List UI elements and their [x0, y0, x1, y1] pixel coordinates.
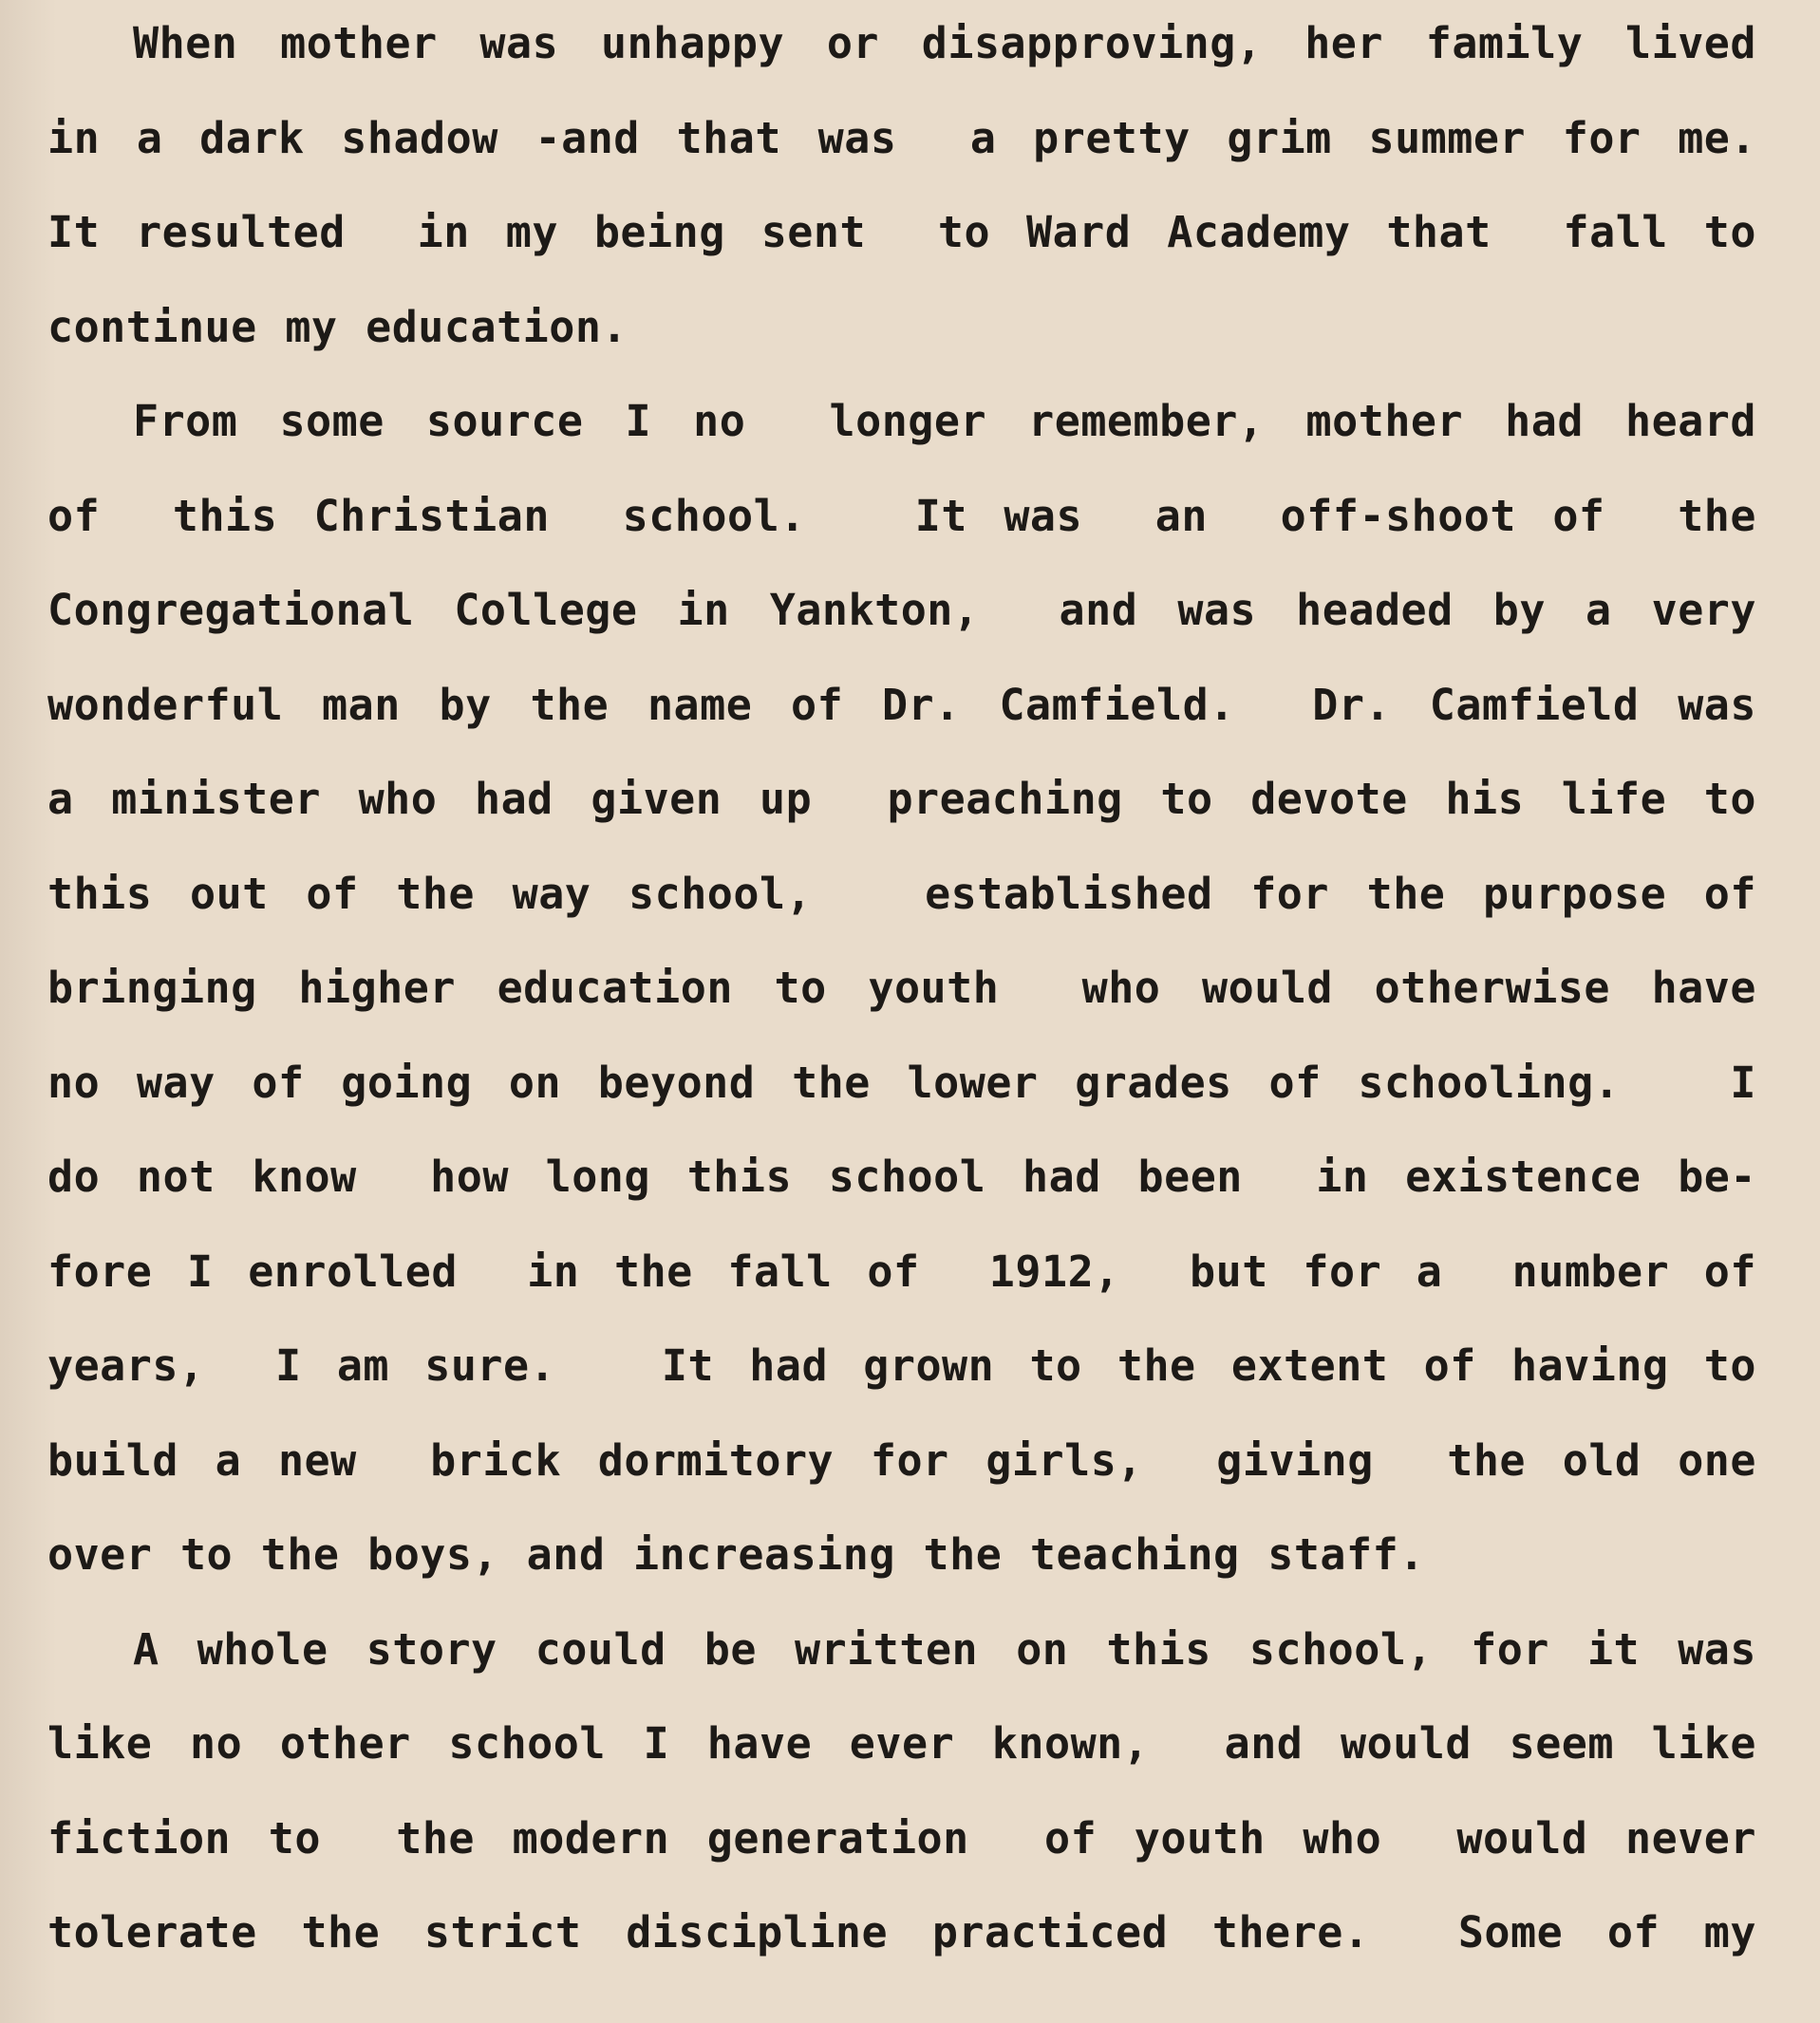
text-line: like no other school I have ever known, and would seem like	[47, 1718, 1756, 1769]
text-line: fore I enrolled in the fall of 1912, but for a number of	[47, 1246, 1756, 1297]
text-line: build a new brick dormitory for girls, giving the old one	[47, 1434, 1756, 1486]
text-line: Congregational College in Yankton, and was headed by a very	[47, 585, 1756, 635]
text-line: fiction to the modern generation of youth who would never	[47, 1812, 1756, 1864]
text-line: A whole story could be written on this school, for it was	[133, 1623, 1756, 1675]
text-line: over to the boys, and increasing the teaching staff.	[47, 1529, 1425, 1580]
text-line: this out of the way school, established for the purpose of	[47, 868, 1756, 919]
typed-text-body	[47, 0, 1756, 1980]
text-line: a minister who had given up preaching to devote his life to	[47, 774, 1756, 824]
text-line: bringing higher education to youth who would otherwise have	[47, 963, 1756, 1013]
text-line: in a dark shadow -and that was a pretty grim summer for me.	[47, 112, 1756, 163]
text-line: tolerate the strict discipline practiced there. Some of my	[47, 1907, 1756, 1957]
text-line: When mother was unhappy or disapproving, her family lived	[133, 18, 1756, 68]
text-line: do not know how long this school had been in existence be-	[47, 1152, 1756, 1202]
text-line: From some source I no longer remember, mother had heard	[133, 396, 1756, 446]
text-line: wonderful man by the name of Dr. Camfield. Dr. Camfield was	[47, 679, 1756, 730]
text-line: no way of going on beyond the lower grades of schooling. I	[47, 1057, 1756, 1108]
text-line: continue my education.	[47, 301, 629, 352]
text-line: years, I am sure. It had grown to the extent of having to	[47, 1340, 1756, 1391]
text-line: of this Christian school. It was an off-shoot of the	[47, 490, 1756, 541]
text-line: It resulted in my being sent to Ward Academy that fall to	[47, 207, 1756, 257]
